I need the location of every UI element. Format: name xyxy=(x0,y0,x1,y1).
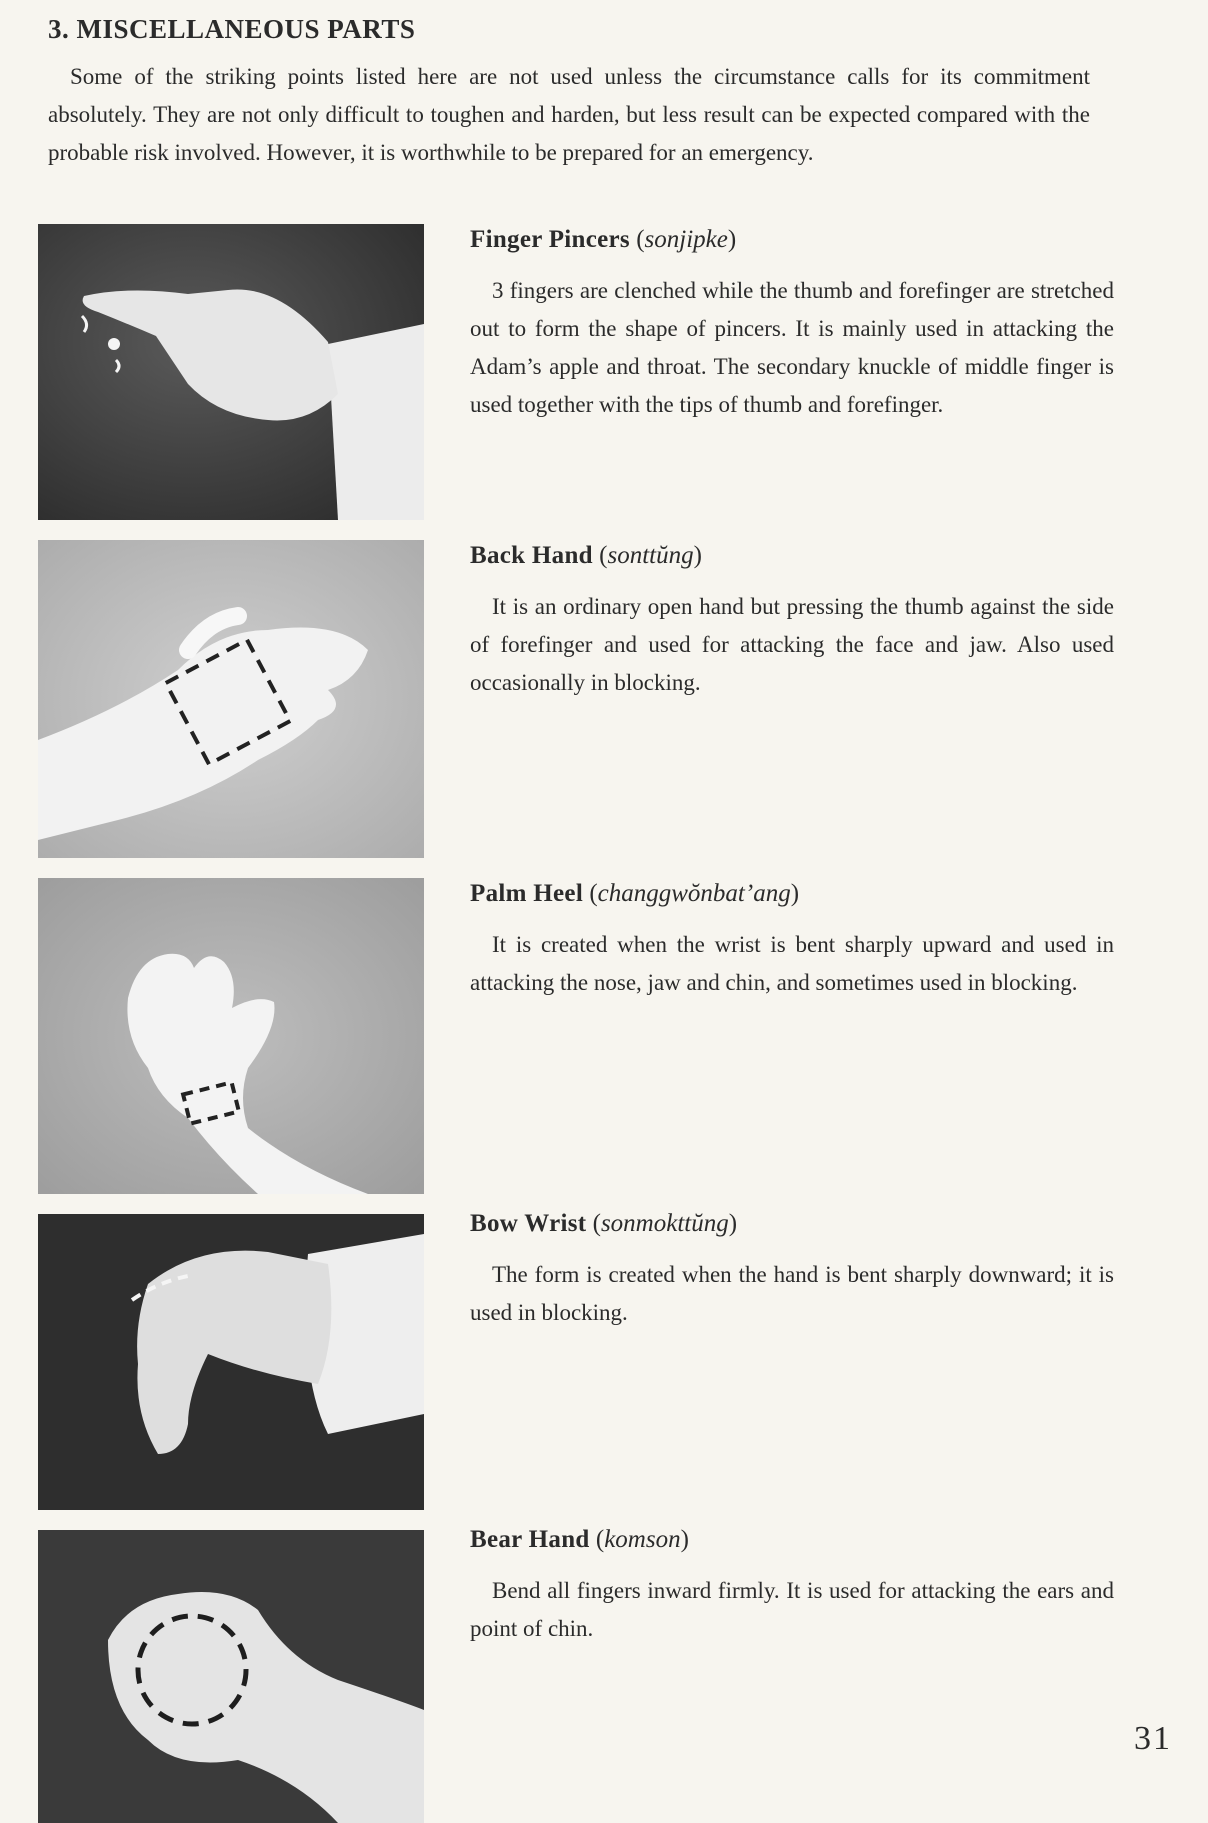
entry-description: It is created when the wrist is bent sharply upward and used in attacking the nose, jaw and chin, and sometimes used in blocking. xyxy=(470,932,1114,995)
section-heading: 3. MISCELLANEOUS PARTS xyxy=(48,14,416,44)
entry-title: Back Hand (sonttŭng) xyxy=(470,542,702,569)
palm-heel-photo xyxy=(38,878,424,1194)
entry-title: Bow Wrist (sonmokttŭng) xyxy=(470,1210,738,1237)
entry-korean-term: sonttŭng xyxy=(607,542,694,569)
back-hand-photo xyxy=(38,540,424,858)
entry-description: It is an ordinary open hand but pressing the thumb against the side of forefinger and used for attacking the face and jaw. Also used occasionally in blocking. xyxy=(470,594,1114,695)
finger-pincers-entry xyxy=(464,226,1114,424)
bear-hand-entry xyxy=(464,1526,1114,1648)
finger-pincers-photo xyxy=(38,224,424,520)
entry-title: Finger Pincers (sonjipke) xyxy=(470,226,737,253)
entry-name: Back Hand xyxy=(470,542,593,569)
page-number: 31 xyxy=(1134,1720,1172,1757)
entry-title: Palm Heel (changgwŏnbat’ang) xyxy=(470,880,800,907)
entry-title: Bear Hand (komson) xyxy=(470,1526,689,1553)
entry-description: 3 fingers are clenched while the thumb and forefinger are stretched out to form the shape of pincers. It is mainly used in attacking the Adam’s apple and throat. The secondary knuckle of middle finger is used together with the tips of thumb and forefinger. xyxy=(470,278,1114,417)
entry-korean-term: changgwŏnbat’ang xyxy=(597,880,791,907)
entry-korean-term: sonjipke xyxy=(644,226,728,253)
bow-wrist-entry xyxy=(464,1210,1114,1332)
entry-name: Palm Heel xyxy=(470,880,584,907)
entry-description: Bend all fingers inward firmly. It is used for attacking the ears and point of chin. xyxy=(470,1578,1114,1641)
entry-korean-term: komson xyxy=(604,1526,681,1553)
back-hand-entry xyxy=(464,542,1114,702)
entry-description: The form is created when the hand is bent sharply downward; it is used in blocking. xyxy=(470,1262,1114,1325)
entry-korean-term: sonmokttŭng xyxy=(600,1210,729,1237)
bow-wrist-photo xyxy=(38,1214,424,1510)
intro-paragraph: Some of the striking points listed here are not used unless the circumstance calls for its commitment absolutely. They are not only difficult to toughen and harden, but less result can be expected compared with the probable risk involved. However, it is worthwhile to be prepared for an emergency. xyxy=(48,64,1090,165)
entry-name: Bear Hand xyxy=(470,1526,590,1553)
palm-heel-entry xyxy=(464,880,1114,1002)
entry-name: Bow Wrist xyxy=(470,1210,587,1237)
bear-hand-photo xyxy=(38,1530,424,1823)
entry-name: Finger Pincers xyxy=(470,226,630,253)
